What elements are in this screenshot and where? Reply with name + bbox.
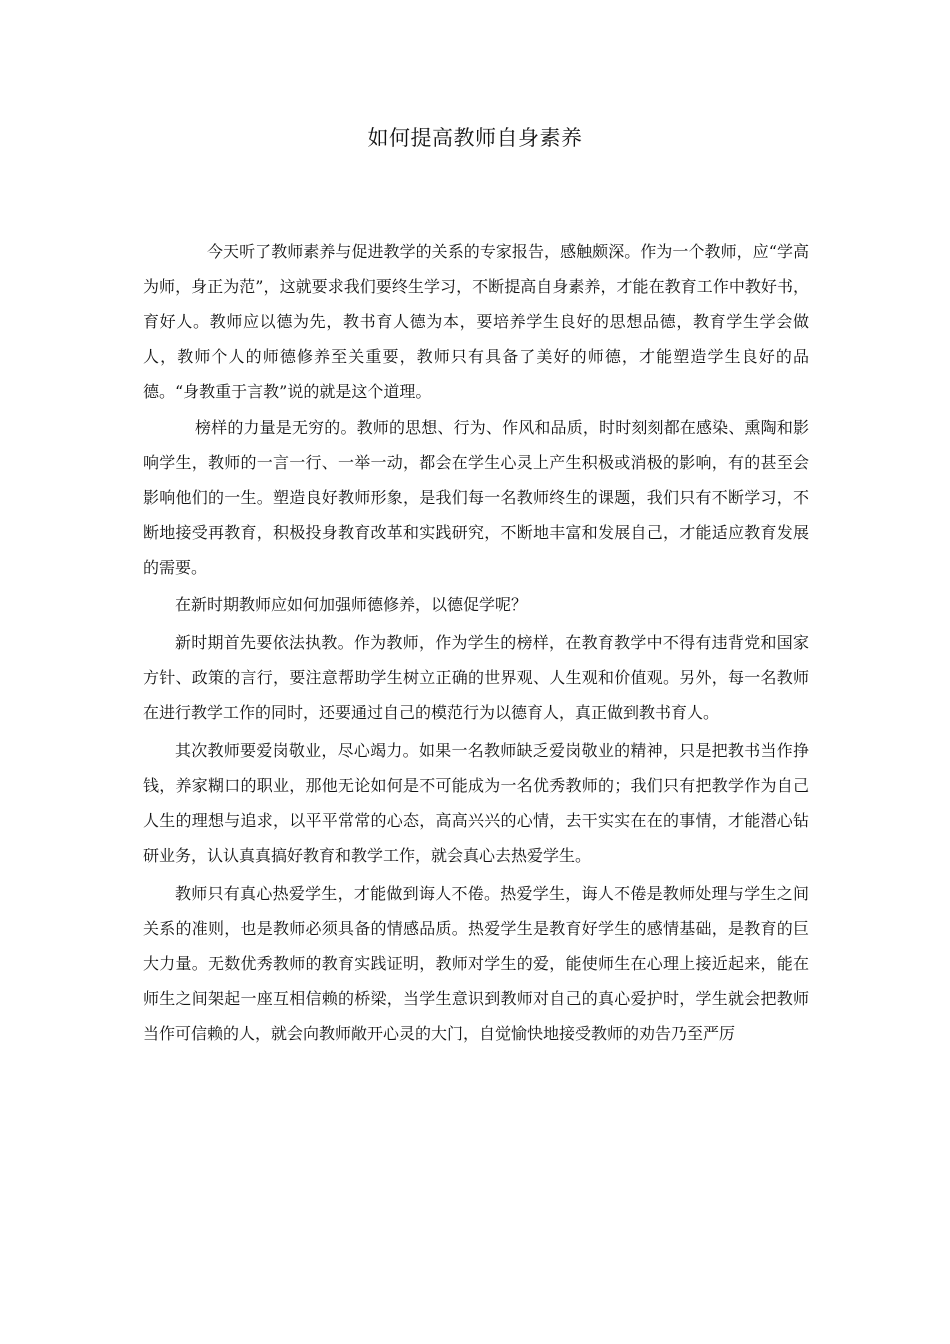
paragraph-6: 教师只有真心热爱学生，才能做到诲人不倦。热爱学生，诲人不倦是教师处理与学生之间关系的准则，也是教师必须具备的情感品质。热爱学生是教育好学生的感情基础，是教育的巨大力量。无数优秀教师的教育实践证明，教师对学生的爱，能使师生在心理上接近起来，能在师生之间架起一座互相信赖的桥梁，当学生意识到教师对自己的真心爱护时，学生就会把教师当作可信赖的人，就会向教师敞开心灵的大门，自觉愉快地接受教师的劝告乃至严厉: [143, 884, 809, 1043]
paragraph-4: 新时期首先要依法执教。作为教师，作为学生的榜样，在教育教学中不得有违背党和国家方针、政策的言行，要注意帮助学生树立正确的世界观、人生观和价值观。另外，每一名教师在进行教学工作的同时，还要通过自己的模范行为以德育人，真正做到教书育人。: [143, 633, 809, 722]
paragraph-1: 今天听了教师素养与促进教学的关系的专家报告，感触颇深。作为一个教师，应“学高为师，身正为范”，这就要求我们要终生学习，不断提高自身素养，才能在教育工作中教好书，育好人。教师应以德为先，教书育人德为本，要培养学生良好的思想品德，教育学生学会做人，教师个人的师德修养至关重要，教师只有具备了美好的师德，才能塑造学生良好的品德。“身教重于言教”说的就是这个道理。: [143, 242, 809, 401]
paragraph-2: 榜样的力量是无穷的。教师的思想、行为、作风和品质，时时刻刻都在感染、熏陶和影响学生，教师的一言一行、一举一动，都会在学生心灵上产生积极或消极的影响，有的甚至会影响他们的一生。塑造良好教师形象，是我们每一名教师终生的课题，我们只有不断学习，不断地接受再教育，积极投身教育改革和实践研究，不断地丰富和发展自己，才能适应教育发展的需要。: [143, 418, 809, 577]
paragraph-3: 在新时期教师应如何加强师德修养，以德促学呢？: [175, 595, 528, 614]
document-title: 如何提高教师自身素养: [367, 126, 583, 150]
document-body: [143, 234, 809, 1051]
paragraph-5: 其次教师要爱岗敬业，尽心竭力。如果一名教师缺乏爱岗敬业的精神，只是把教书当作挣钱，养家糊口的职业，那他无论如何是不可能成为一名优秀教师的；我们只有把教学作为自己人生的理想与追求，以平平常常的心态，高高兴兴的心情，去干实实在在的事情，才能潜心钻研业务，认认真真搞好教育和教学工作，就会真心去热爱学生。: [143, 741, 809, 865]
